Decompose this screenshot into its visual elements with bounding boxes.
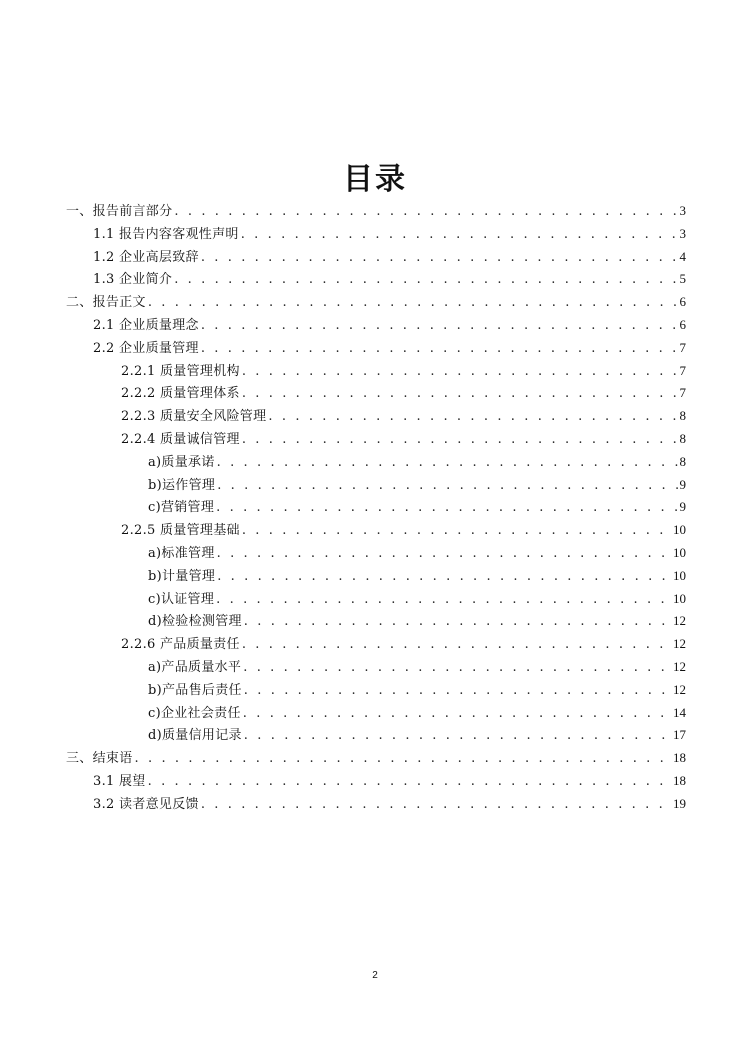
toc-entry-label: 3.2 读者意见反馈 (93, 796, 199, 812)
toc-entry-label: 1.3 企业简介 (93, 272, 173, 288)
toc-entry-page: 10 (673, 590, 686, 606)
dot-leader (268, 406, 677, 427)
toc-entry-label: c)认证管理 (148, 591, 215, 607)
toc-entry-page: 10 (673, 567, 686, 583)
dot-leader (174, 269, 677, 290)
toc-entry-page: 9 (679, 499, 686, 515)
toc-entry-label: 一、报告前言部分 (66, 204, 173, 219)
toc-entry-page: 18 (673, 773, 686, 788)
toc-entry[interactable] (148, 451, 686, 473)
toc-entry[interactable] (148, 496, 686, 518)
dot-leader (217, 452, 678, 473)
dot-leader (242, 520, 671, 541)
toc-entry-label: a)标准管理 (148, 546, 215, 561)
toc-entry-label: 二、报告正文 (66, 295, 146, 311)
dot-leader (244, 725, 671, 746)
toc-entry[interactable] (121, 519, 686, 541)
toc-entry-label: a)产品质量水平 (148, 660, 242, 675)
toc-entry[interactable] (66, 747, 686, 769)
toc-entry-page: 12 (673, 636, 686, 652)
toc-entry-page: 10 (673, 545, 686, 560)
toc-entry-label: a)质量承诺 (148, 454, 215, 470)
dot-leader (244, 680, 671, 701)
toc-entry-label: 2.2.5 质量管理基础 (121, 523, 240, 539)
toc-entry[interactable] (121, 405, 686, 427)
toc-entry-page: 12 (673, 659, 686, 674)
toc-entry-label: b)产品售后责任 (148, 682, 242, 698)
toc-entry-label: c)营销管理 (148, 500, 215, 516)
toc-entry-label: 1.2 企业高层致辞 (93, 249, 199, 265)
toc-entry[interactable] (121, 360, 686, 382)
toc-entry[interactable] (93, 246, 686, 268)
toc-entry[interactable] (93, 223, 686, 245)
toc-entry-label: 3.1 展望 (93, 774, 146, 789)
toc-entry-page: 12 (673, 681, 686, 697)
dot-leader (174, 201, 677, 222)
toc-entry-page: 14 (673, 704, 686, 720)
toc-entry-page: 3 (679, 225, 686, 241)
toc-title: 目录 (343, 162, 407, 197)
toc-entry[interactable] (121, 633, 686, 655)
toc-entry-page: 8 (679, 453, 686, 469)
dot-leader (148, 292, 678, 313)
toc-entry-label: c)企业社会责任 (148, 705, 241, 721)
dot-leader (241, 224, 678, 245)
toc-entry-page: 6 (679, 294, 686, 310)
toc-entry-page: 9 (679, 476, 686, 492)
toc-entry-label: 2.2.6 产品质量责任 (121, 637, 240, 653)
toc-entry[interactable] (121, 428, 686, 450)
dot-leader (201, 338, 678, 359)
toc-entry-page: 4 (679, 248, 686, 264)
toc-entry[interactable] (148, 588, 686, 610)
dot-leader (201, 315, 678, 336)
toc-entry-page: 8 (679, 408, 686, 424)
toc-entry[interactable] (148, 474, 686, 496)
toc-entry-label: d)检验检测管理 (148, 614, 242, 630)
dot-leader (148, 771, 671, 792)
toc-entry-label: 三、结束语 (66, 751, 133, 767)
toc-entry-page: 8 (679, 431, 686, 446)
toc-entry-page: 3 (679, 203, 686, 218)
toc-entry-page: 18 (673, 750, 686, 766)
toc-entry[interactable] (148, 610, 686, 632)
toc-entry-label: 2.1 企业质量理念 (93, 318, 199, 333)
toc-entry-label: 2.2.3 质量安全风险管理 (121, 409, 267, 425)
toc-entry-page: 7 (679, 339, 686, 355)
dot-leader (201, 794, 671, 815)
toc-entry-page: 7 (679, 362, 686, 378)
toc-entry[interactable] (93, 314, 686, 336)
dot-leader (217, 475, 677, 496)
dot-leader (242, 361, 678, 382)
toc-entry-label: 2.2 企业质量管理 (93, 340, 199, 356)
toc-entry-label: 2.2.4 质量诚信管理 (121, 432, 240, 447)
toc-entry-page: 5 (679, 271, 686, 287)
dot-leader (216, 589, 671, 610)
toc-entry[interactable] (148, 702, 686, 724)
toc-entry[interactable] (148, 565, 686, 587)
dot-leader (217, 566, 671, 587)
toc-entry[interactable] (93, 268, 686, 290)
dot-leader (243, 657, 671, 678)
toc-entry-page: 12 (673, 613, 686, 629)
dot-leader (201, 247, 678, 268)
toc-entry-label: 1.1 报告内容客观性声明 (93, 226, 239, 242)
toc-entry[interactable] (93, 337, 686, 359)
toc-entry-label: b)运作管理 (148, 477, 216, 493)
toc-entry[interactable] (93, 793, 686, 815)
toc-entry[interactable] (93, 770, 686, 792)
toc-entry[interactable] (148, 542, 686, 564)
toc-entry-page: 10 (673, 522, 686, 538)
toc-entry[interactable] (148, 656, 686, 678)
dot-leader (135, 748, 671, 769)
toc-entry[interactable] (66, 291, 686, 313)
toc-entry-label: b)计量管理 (148, 568, 216, 584)
dot-leader (242, 634, 671, 655)
toc-entry[interactable] (148, 679, 686, 701)
toc-entry-page: 7 (679, 385, 686, 401)
toc-entry[interactable] (121, 382, 686, 404)
dot-leader (244, 611, 671, 632)
dot-leader (216, 497, 677, 518)
toc-entry-page: 6 (679, 317, 686, 332)
toc-entry-label: 2.2.2 质量管理体系 (121, 386, 240, 402)
dot-leader (243, 703, 671, 724)
toc-entry-label: d)质量信用记录 (148, 728, 242, 744)
toc-entry[interactable] (148, 724, 686, 746)
dot-leader (242, 429, 678, 450)
page-number: 2 (372, 970, 378, 981)
toc-entry[interactable] (66, 200, 686, 222)
toc-entry-page: 17 (673, 727, 686, 743)
toc-entry-label: 2.2.1 质量管理机构 (121, 363, 240, 379)
dot-leader (217, 543, 671, 564)
toc-entry-page: 19 (673, 795, 686, 811)
dot-leader (242, 383, 678, 404)
